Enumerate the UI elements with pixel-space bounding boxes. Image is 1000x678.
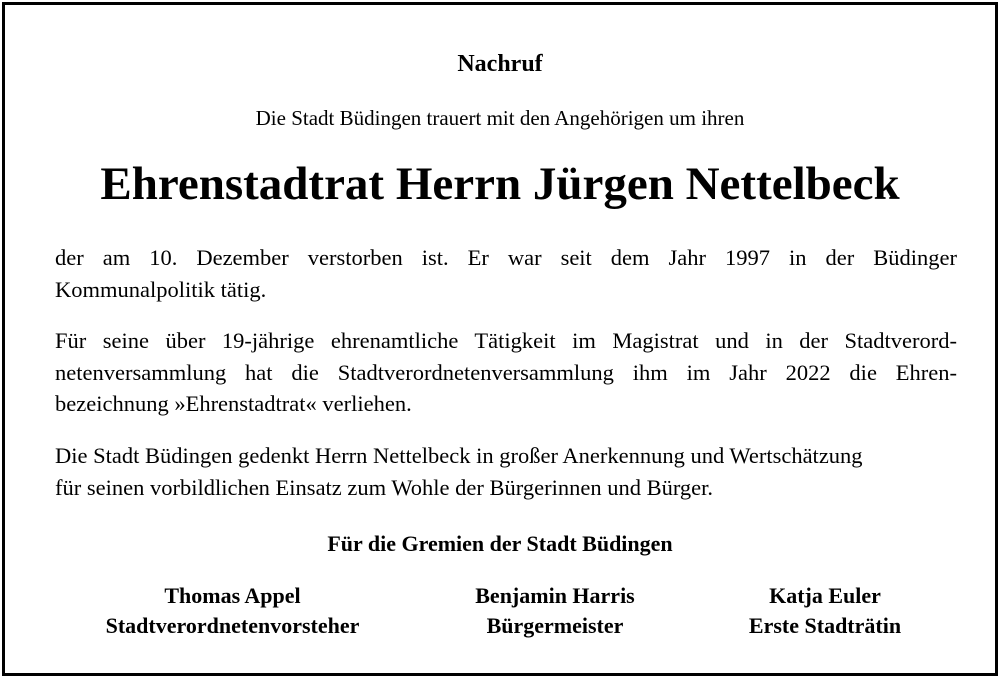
deceased-name: Ehrenstadtrat Herrn Jürgen Nettelbeck — [100, 158, 900, 210]
paragraph-line: der am 10. Dezember verstorben ist. Er war seit dem Jahr 1997 in der Büdinger — [55, 245, 957, 270]
signer-name: Thomas Appel — [164, 583, 301, 608]
signer-block — [705, 581, 945, 641]
paragraph-line: Für seine über 19-jährige ehrenamtliche Tätigkeit im Magistrat und in der Stadtverord- — [55, 328, 957, 353]
signer-name: Benjamin Harris — [475, 583, 635, 608]
signer-role: Erste Stadträtin — [748, 613, 902, 638]
paragraph-death-notice — [55, 242, 957, 305]
notice-heading: Nachruf — [457, 51, 543, 77]
signer-name: Katja Euler — [769, 583, 881, 608]
paragraph-line: netenversammlung hat die Stadtverordnetenversammlung ihm im Jahr 2022 die Ehren- — [55, 359, 957, 385]
obituary-notice-frame — [2, 2, 998, 676]
paragraph-honorary-title — [55, 325, 957, 420]
paragraph-line: für seinen vorbildlichen Einsatz zum Wohle der Bürgerinnen und Bürger. — [55, 474, 714, 500]
signer-block — [75, 581, 390, 641]
paragraph-remembrance — [55, 440, 957, 503]
notice-intro: Die Stadt Büdingen trauert mit den Angehörigen um ihren — [255, 106, 745, 130]
signoff-line: Für die Gremien der Stadt Büdingen — [327, 531, 673, 556]
signer-role: Stadtverordnetenvorsteher — [105, 613, 360, 638]
paragraph-line: bezeichnung »Ehrenstadtrat« verliehen. — [55, 391, 412, 416]
paragraph-line: Die Stadt Büdingen gedenkt Herrn Nettelbeck in großer Anerkennung und Wertschätzung — [55, 443, 863, 468]
paragraph-line: Kommunalpolitik tätig. — [55, 276, 267, 302]
signer-block — [425, 581, 685, 641]
signer-role: Bürgermeister — [486, 613, 624, 638]
